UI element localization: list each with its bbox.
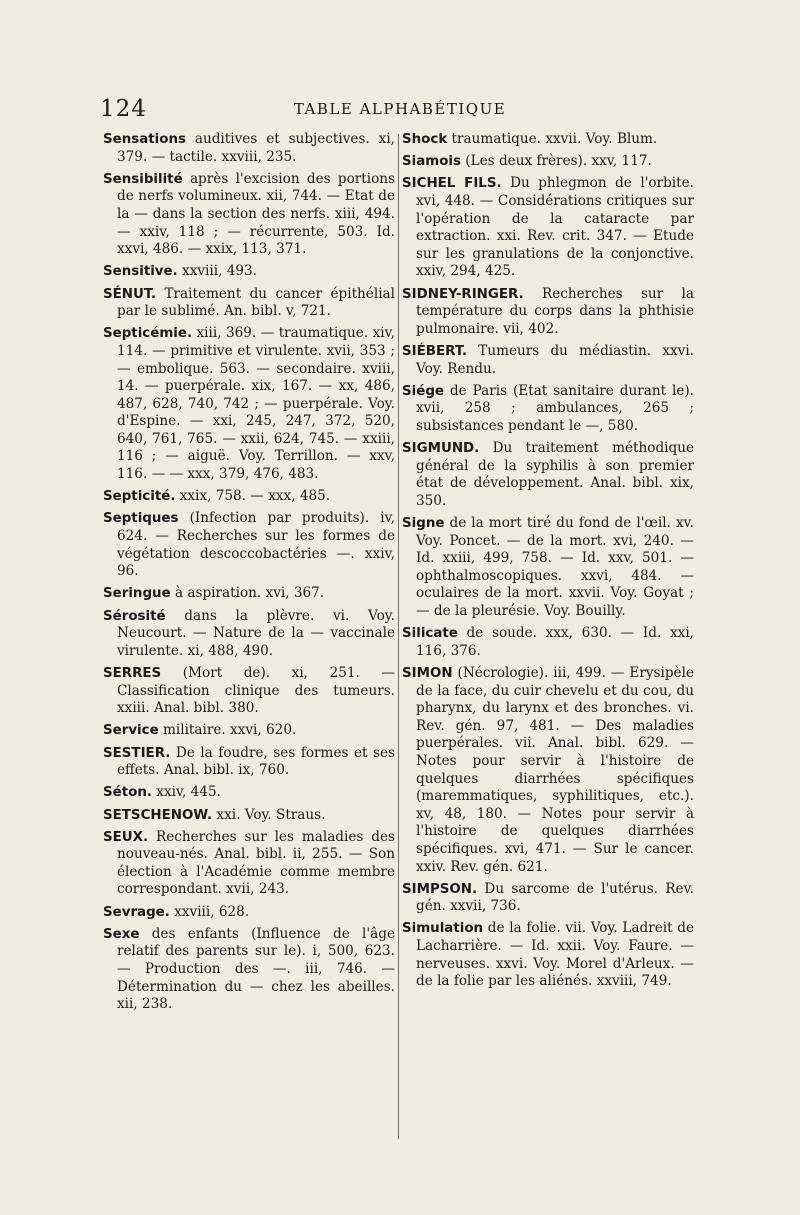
- entry-text: xxviii, 628.: [169, 903, 250, 920]
- index-entry: [402, 286, 694, 339]
- index-column-left: [103, 131, 395, 1018]
- entry-headword: Simulation: [402, 921, 484, 937]
- entry-headword: Siamois: [402, 154, 461, 170]
- index-entry: [103, 829, 395, 899]
- index-entry: [103, 722, 395, 740]
- index-entry: [402, 920, 694, 990]
- entry-headword: SETSCHENOW.: [103, 807, 213, 823]
- entry-text: de la folie. vii. Voy. Ladreit de Lacharrière. — Id. xxii. Voy. Faure. — nerveuses. xxvi. Voy. Morel d'Arleux. — de la folie par les aliénés. xxviii, 749.: [416, 920, 694, 990]
- entry-headword: Sevrage.: [103, 904, 170, 920]
- index-entry: [103, 665, 395, 718]
- entry-text: (Infection par produits). iv, 624. — Recherches sur les formes de végétation descoccobactéries —. xxiv, 96.: [117, 510, 395, 580]
- index-column-right: [402, 131, 694, 995]
- entry-headword: Septicémie.: [103, 326, 193, 342]
- entry-headword: Seringue: [103, 586, 171, 602]
- entry-text: xxviii, 493.: [177, 263, 258, 280]
- entry-text: xxi. Voy. Straus.: [212, 806, 326, 823]
- entry-text: militaire. xxvi, 620.: [158, 722, 297, 739]
- page-header: [100, 96, 700, 126]
- entry-headword: Silicate: [402, 626, 458, 642]
- entry-text: des enfants (Influence de l'âge relatif des parents sur le). i, 500, 623. — Production des —. iii, 746. — Détermination du — chez les abeilles. xii, 238.: [117, 925, 395, 1013]
- index-entry: [402, 131, 694, 149]
- entry-text: Recherches sur la température du corps dans la phthisie pulmonaire. vii, 402.: [416, 285, 694, 337]
- entry-headword: SEUX.: [103, 829, 149, 845]
- entry-headword: SIDNEY-RINGER.: [402, 286, 524, 302]
- index-entry: [402, 440, 694, 510]
- index-entry: [402, 665, 694, 876]
- index-entry: [402, 175, 694, 281]
- index-entry: [103, 904, 395, 922]
- index-entry: [103, 784, 395, 802]
- running-title: TABLE ALPHABÉTIQUE: [293, 100, 507, 118]
- entry-headword: Signe: [402, 516, 445, 532]
- index-entry: [103, 286, 395, 321]
- entry-headword: Shock: [402, 132, 448, 147]
- entry-text: xxiv, 445.: [151, 784, 221, 801]
- entry-headword: SÉNUT.: [103, 286, 157, 302]
- entry-headword: SIMON: [402, 665, 453, 681]
- page-number: 124: [100, 96, 147, 122]
- index-entry: [402, 625, 694, 660]
- index-entry: [103, 510, 395, 580]
- index-entry: [103, 171, 395, 259]
- entry-text: Du sarcome de l'utérus. Rev. gén. xxvii, 736.: [416, 880, 694, 915]
- entry-headword: SIGMUND.: [402, 441, 480, 457]
- index-entry: [103, 263, 395, 281]
- entry-text: Recherches sur les maladies des nouveau-nés. Anal. bibl. ii, 255. — Son élection à l'Académie comme membre correspondant. xvii, 243.: [117, 828, 395, 898]
- entry-headword: Siége: [402, 383, 444, 399]
- entry-text: traumatique. xxvii. Voy. Blum.: [447, 131, 658, 147]
- entry-text: Traitement du cancer épithélial par le sublimé. An. bibl. v, 721.: [117, 285, 395, 320]
- entry-headword: SIÉBERT.: [402, 343, 468, 359]
- entry-headword: Sensitive.: [103, 264, 178, 280]
- index-entry: [103, 585, 395, 603]
- entry-headword: Sérosité: [103, 608, 166, 624]
- entry-text: Du traitement méthodique général de la syphilis à son premier état de développement. Anal. bibl. xix, 350.: [416, 440, 694, 509]
- entry-text: à aspiration. xvi, 367.: [170, 585, 325, 602]
- entry-text: (Les deux frères). xxv, 117.: [460, 153, 652, 170]
- index-entry: [103, 488, 395, 506]
- entry-text: après l'excision des portions de nerfs volumineux. xii, 744. — Etat de la — dans la section des nerfs. xiii, 494. — xxiv, 118 ; — récurrente, 503. Id. xxvi, 486. — xxix, 113, 371.: [117, 170, 395, 258]
- entry-headword: Septiques: [103, 511, 179, 527]
- index-entry: [103, 926, 395, 1014]
- entry-headword: SESTIER.: [103, 745, 171, 761]
- entry-text: xiii, 369. — traumatique. xiv, 114. — primitive et virulente. xvii, 353 ; — embolique. 563. — secondaire. xviii, 14. — puerpérale. xix, 167. — xx, 486, 487, 628, 740, 742 ; — puerpérale. Voy. d'Espine. — xxi, 245, 247, 372, 520, 640, 761, 765. — xxii, 624, 745. — xxiii, 116 ; — aiguë. Voy. Terrillon. — xxv, 116. — — xxx, 379, 476, 483.: [117, 325, 395, 483]
- entry-text: Tumeurs du médiastin. xxvi. Voy. Rendu.: [416, 342, 694, 377]
- entry-headword: Sensations: [103, 132, 186, 147]
- index-entry: [402, 343, 694, 378]
- entry-headword: SICHEL FILS.: [402, 176, 502, 192]
- index-entry: [402, 515, 694, 621]
- entry-headword: Séton.: [103, 785, 152, 801]
- entry-text: Du phlegmon de l'orbite. xvi, 448. — Considérations critiques sur l'opération de la cataracte par extraction. xxi. Rev. crit. 347. — Etude sur les granulations de la conjonctive. xxiv, 294, 425.: [416, 175, 694, 280]
- entry-text: (Nécrologie). iii, 499. — Erysipèle de la face, du cuir chevelu et du cou, du pharynx, du larynx et des bronches. vi. Rev. gén. 97, 481. — Des maladies puerpérales. vii. Anal. bibl. 629. — Notes pour servir à l'histoire de quelques diarrhées spécifiques (maremmatiques, syphilitiques, etc.). xv, 48, 180. — Notes pour servir à l'histoire de quelques diarrhées spécifiques. xvi, 471. — Sur le cancer. xxiv. Rev. gén. 621.: [416, 664, 694, 875]
- entry-text: de Paris (Etat sanitaire durant le). xvii, 258 ; ambulances, 265 ; subsistances pendant le —, 580.: [416, 382, 694, 434]
- entry-text: (Mort de). xi, 251. — Classification clinique des tumeurs. xxiii. Anal. bibl. 380.: [117, 664, 395, 717]
- entry-text: auditives et subjectives. xi, 379. — tactile. xxviii, 235.: [117, 131, 395, 165]
- index-entry: [103, 608, 395, 661]
- entry-headword: Septicité.: [103, 489, 176, 505]
- entry-headword: SIMPSON.: [402, 881, 478, 897]
- entry-headword: Sensibilité: [103, 171, 183, 187]
- entry-text: dans la plèvre. vi. Voy. Neucourt. — Nature de la — vaccinale virulente. xi, 488, 490.: [117, 607, 395, 659]
- index-entry: [103, 131, 395, 166]
- index-entry: [402, 383, 694, 436]
- entry-headword: Service: [103, 723, 159, 739]
- index-entry: [402, 881, 694, 916]
- index-entry: [103, 325, 395, 483]
- index-entry: [103, 745, 395, 780]
- index-entry: [103, 807, 395, 825]
- entry-text: xxix, 758. — xxx, 485.: [175, 488, 331, 505]
- index-entry: [402, 153, 694, 171]
- entry-text: De la foudre, ses formes et ses effets. Anal. bibl. ix, 760.: [117, 744, 395, 779]
- entry-text: de la mort tiré du fond de l'œil. xv. Voy. Poncet. — de la mort. xvi, 240. — Id. xxiii, 499, 758. — Id. xxv, 501. — ophthalmoscopiques. xxvi, 484. — oculaires de la mort. xxvii. Voy. Goyat ; — de la pleurésie. Voy. Bouilly.: [416, 515, 694, 619]
- entry-headword: SERRES: [103, 665, 162, 681]
- entry-text: de soude. xxx, 630. — Id. xxi, 116, 376.: [416, 625, 694, 659]
- column-divider: [398, 134, 399, 1139]
- entry-headword: Sexe: [103, 926, 140, 942]
